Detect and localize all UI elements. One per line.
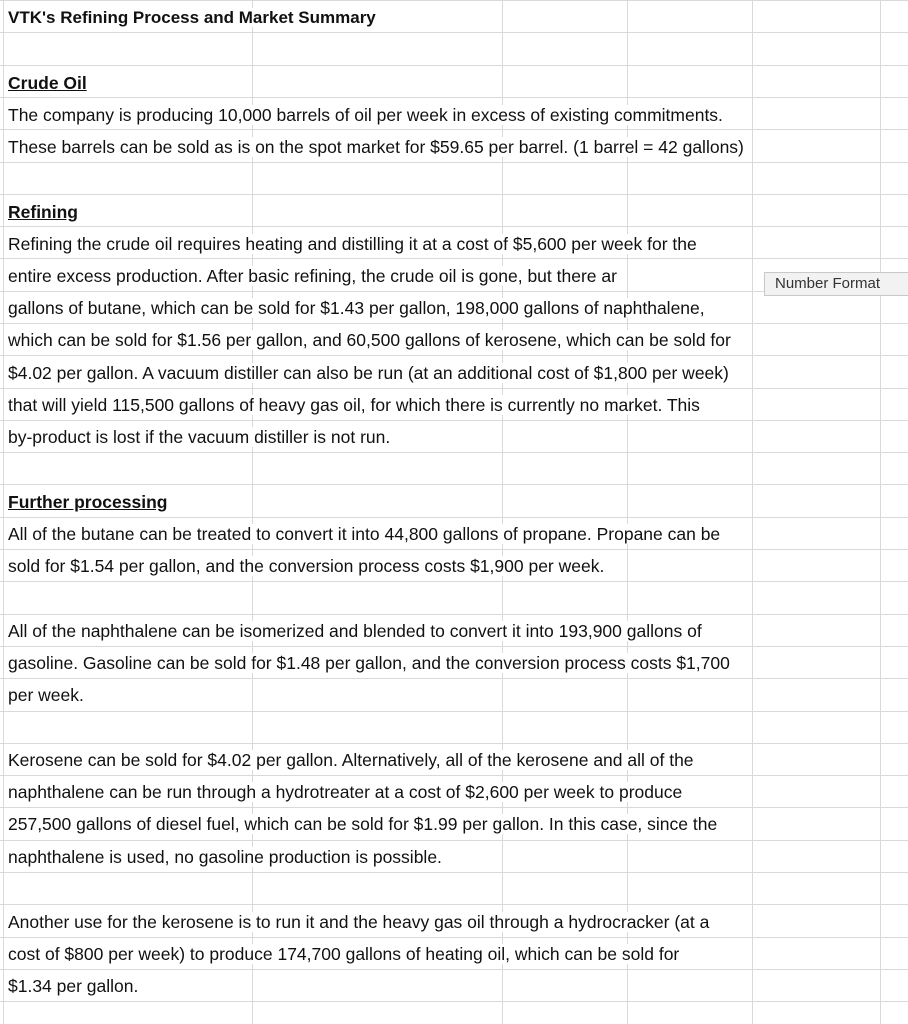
naphthalene-line: All of the naphthalene can be isomerized and blended to convert it into 193,900 gallons of: [8, 621, 702, 641]
refining-line: Refining the crude oil requires heating and distilling it at a cost of $5,600 per week for the: [8, 234, 697, 254]
text-cell[interactable]: [0, 744, 908, 776]
text-cell[interactable]: [0, 647, 908, 679]
crude-oil-line: These barrels can be sold as is on the spot market for $59.65 per barrel. (1 barrel = 42 gallons): [8, 137, 744, 157]
further-processing-heading: Further processing: [8, 492, 168, 512]
text-cell[interactable]: [0, 970, 908, 1002]
further-processing-line: sold for $1.54 per gallon, and the conversion process costs $1,900 per week.: [8, 556, 605, 576]
kerosene-line: naphthalene can be run through a hydrotreater at a cost of $2,600 per week to produce: [8, 782, 683, 802]
text-cell[interactable]: [0, 228, 908, 260]
text-cell[interactable]: [0, 615, 908, 647]
kerosene-line: Kerosene can be sold for $4.02 per gallon. Alternatively, all of the kerosene and all of the: [8, 750, 694, 770]
text-cell[interactable]: [0, 324, 908, 356]
refining-heading: Refining: [8, 202, 78, 222]
text-cell[interactable]: [0, 99, 908, 131]
naphthalene-line: gasoline. Gasoline can be sold for $1.48 per gallon, and the conversion process costs $1,700: [8, 653, 730, 673]
crude-oil-heading: Crude Oil: [8, 73, 87, 93]
number-format-tooltip: Number Format: [764, 272, 908, 296]
text-cell[interactable]: [0, 518, 908, 550]
refining-line: gallons of butane, which can be sold for $1.43 per gallon, 198,000 gallons of naphthalene,: [8, 298, 705, 318]
refining-heading-cell[interactable]: [0, 196, 908, 228]
text-cell[interactable]: [0, 131, 908, 163]
hydrocracker-line: Another use for the kerosene is to run it and the heavy gas oil through a hydrocracker (at a: [8, 912, 710, 932]
kerosene-line: 257,500 gallons of diesel fuel, which can be sold for $1.99 per gallon. In this case, since the: [8, 814, 718, 834]
hydrocracker-line: cost of $800 per week) to produce 174,700 gallons of heating oil, which can be sold for: [8, 944, 680, 964]
refining-line: $4.02 per gallon. A vacuum distiller can also be run (at an additional cost of $1,800 per week): [8, 363, 729, 383]
text-cell[interactable]: [0, 389, 908, 421]
text-cell[interactable]: [0, 550, 908, 582]
further-processing-line: All of the butane can be treated to convert it into 44,800 gallons of propane. Propane can be: [8, 524, 721, 544]
refining-line: entire excess production. After basic refining, the crude oil is gone, but there ar: [8, 266, 617, 286]
text-cell[interactable]: [0, 357, 908, 389]
text-cell[interactable]: [0, 938, 908, 970]
crude-oil-line: The company is producing 10,000 barrels of oil per week in excess of existing commitments.: [8, 105, 723, 125]
sheet-title: VTK's Refining Process and Market Summary: [8, 8, 376, 27]
text-cell[interactable]: [0, 776, 908, 808]
kerosene-line: naphthalene is used, no gasoline production is possible.: [8, 847, 442, 867]
text-cell[interactable]: [0, 808, 908, 840]
refining-line: that will yield 115,500 gallons of heavy gas oil, for which there is currently no market. This: [8, 395, 700, 415]
text-cell[interactable]: [0, 292, 908, 324]
crude-oil-heading-cell[interactable]: [0, 67, 908, 99]
hydrocracker-line: $1.34 per gallon.: [8, 976, 139, 996]
sheet-title-cell[interactable]: [0, 2, 908, 34]
further-processing-heading-cell[interactable]: [0, 486, 908, 518]
refining-line: which can be sold for $1.56 per gallon, and 60,500 gallons of kerosene, which can be sold for: [8, 330, 731, 350]
text-cell[interactable]: [0, 841, 908, 873]
text-cell[interactable]: [0, 679, 908, 711]
naphthalene-line: per week.: [8, 685, 84, 705]
text-cell[interactable]: [0, 421, 908, 453]
refining-line: by-product is lost if the vacuum distiller is not run.: [8, 427, 391, 447]
text-cell[interactable]: [0, 906, 908, 938]
